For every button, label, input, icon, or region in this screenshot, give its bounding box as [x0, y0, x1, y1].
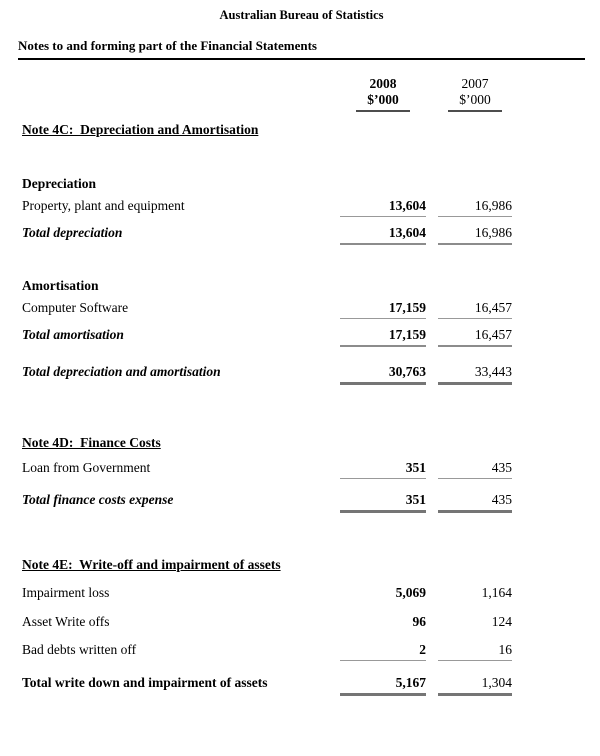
value-2007: 435: [438, 460, 512, 479]
value-2008: 17,159: [340, 300, 426, 319]
year-label-2008: 2008: [369, 76, 397, 91]
value-2007: 16,986: [438, 198, 512, 217]
row-label: Bad debts written off: [22, 642, 137, 657]
table-row: [22, 300, 512, 319]
column-header-spacer: [22, 76, 340, 112]
row-label: Computer Software: [22, 300, 129, 315]
value-2007: 1,164: [481, 585, 512, 600]
value-2007: 16,457: [438, 300, 512, 319]
note4c-heading: Note 4C: Depreciation and Amortisation: [22, 122, 259, 137]
row-label: Total depreciation and amortisation: [22, 364, 221, 379]
value-2008: 13,604: [340, 198, 426, 217]
table-row: [22, 642, 512, 661]
table-row: [22, 675, 512, 696]
value-2008: 17,159: [340, 327, 426, 347]
table-row: [22, 327, 512, 347]
statement-table: [22, 76, 512, 696]
row-label: Loan from Government: [22, 460, 151, 475]
value-2007: 435: [438, 492, 512, 513]
value-2008: 5,167: [340, 675, 426, 696]
value-2008: 351: [340, 460, 426, 479]
row-label: Total write down and impairment of assets: [22, 675, 268, 690]
value-2007: 33,443: [438, 364, 512, 385]
table-row: [22, 225, 512, 245]
unit-label-2007: $’000: [448, 92, 502, 112]
value-2007: 16,986: [438, 225, 512, 245]
table-row: [22, 198, 512, 217]
column-header-row: [22, 76, 512, 112]
row-label: Asset Write offs: [22, 614, 110, 629]
row-label: Total finance costs expense: [22, 492, 174, 507]
note4d-heading: Note 4D: Finance Costs: [22, 435, 161, 450]
value-2007: 16: [438, 642, 512, 661]
value-2008: 351: [340, 492, 426, 513]
table-row: [22, 492, 512, 513]
value-2007: 1,304: [438, 675, 512, 696]
value-2008: 30,763: [340, 364, 426, 385]
depreciation-heading: Depreciation: [22, 176, 96, 191]
column-header-2007: [438, 76, 512, 112]
row-label: Total depreciation: [22, 225, 123, 240]
table-row: [22, 585, 512, 603]
value-2008: 96: [412, 614, 426, 629]
value-2007: 16,457: [438, 327, 512, 347]
value-2008: 2: [340, 642, 426, 661]
value-2007: 124: [491, 614, 512, 629]
document-title: Notes to and forming part of the Financial Statements: [18, 38, 585, 60]
row-label: Property, plant and equipment: [22, 198, 185, 213]
value-2008: 13,604: [340, 225, 426, 245]
org-title: Australian Bureau of Statistics: [219, 8, 384, 22]
year-label-2007: 2007: [461, 76, 489, 91]
value-2008: 5,069: [395, 585, 426, 600]
unit-label-2008: $’000: [356, 92, 410, 112]
row-label: Impairment loss: [22, 585, 110, 600]
column-header-2008: [340, 76, 426, 112]
note4e-heading: Note 4E: Write-off and impairment of assets: [22, 557, 281, 572]
table-row: [22, 460, 512, 479]
amortisation-heading: Amortisation: [22, 278, 99, 293]
table-row: [22, 614, 512, 632]
table-row: [22, 364, 512, 385]
row-label: Total amortisation: [22, 327, 124, 342]
